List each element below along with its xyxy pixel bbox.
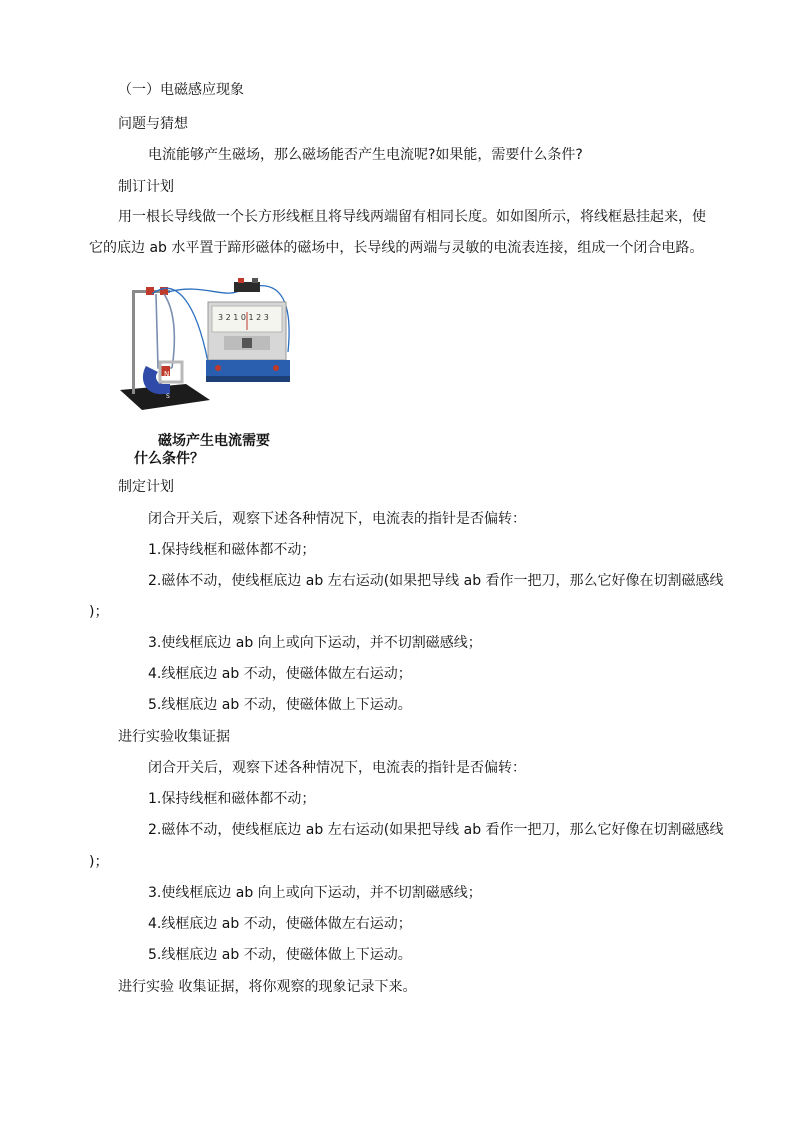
dial-numbers: 3 2 1 0 1 2 3 bbox=[218, 313, 269, 322]
experiment-item-4: 4.线框底边 ab 不动，使磁体做左右运动； bbox=[148, 916, 412, 932]
question-text: 电流能够产生磁场，那么磁场能否产生电流呢?如果能，需要什么条件? bbox=[148, 147, 583, 163]
svg-text:N: N bbox=[164, 370, 170, 378]
plan2-item-2-cont: )； bbox=[89, 604, 109, 620]
experiment-item-5: 5.线框底边 ab 不动，使磁体做上下运动。 bbox=[148, 947, 412, 963]
experiment-item-2: 2.磁体不动，使线框底边 ab 左右运动(如果把导线 ab 看作一把刀，那么它好像在切割磁感线 bbox=[148, 822, 724, 838]
plan2-intro: 闭合开关后，观察下述各种情况下，电流表的指针是否偏转： bbox=[148, 511, 526, 527]
plan2-item-4: 4.线框底边 ab 不动，使磁体做左右运动； bbox=[148, 666, 412, 682]
plan2-heading: 制定计划 bbox=[118, 479, 174, 495]
apparatus-figure bbox=[116, 272, 306, 467]
section-title: （一）电磁感应现象 bbox=[118, 82, 244, 98]
plan2-item-3: 3.使线框底边 ab 向上或向下运动，并不切割磁感线； bbox=[148, 635, 482, 651]
figure-caption-line2: 什么条件？ bbox=[134, 451, 204, 467]
figure-caption-line1: 磁场产生电流需要 bbox=[158, 433, 270, 449]
experiment-intro: 闭合开关后，观察下述各种情况下，电流表的指针是否偏转： bbox=[148, 760, 526, 776]
plan2-item-1: 1.保持线框和磁体都不动； bbox=[148, 542, 316, 558]
plan-text-line1: 用一根长导线做一个长方形线框且将导线两端留有相同长度。如如图所示，将线框悬挂起来，使 bbox=[118, 209, 706, 225]
apparatus-illustration bbox=[116, 272, 306, 420]
experiment-item-2-cont: )； bbox=[89, 854, 109, 870]
plan2-item-2: 2.磁体不动，使线框底边 ab 左右运动(如果把导线 ab 看作一把刀，那么它好像在切割磁感线 bbox=[148, 573, 724, 589]
plan-heading: 制订计划 bbox=[118, 179, 174, 195]
experiment-item-1: 1.保持线框和磁体都不动； bbox=[148, 791, 316, 807]
question-heading: 问题与猜想 bbox=[118, 116, 188, 132]
experiment-heading: 进行实验收集证据 bbox=[118, 729, 230, 745]
final-line: 进行实验 收集证据，将你观察的现象记录下来。 bbox=[118, 979, 417, 995]
svg-text:S: S bbox=[166, 393, 170, 400]
plan2-item-5: 5.线框底边 ab 不动，使磁体做上下运动。 bbox=[148, 697, 412, 713]
plan-text-line2: 它的底边 ab 水平置于蹄形磁体的磁场中，长导线的两端与灵敏的电流表连接，组成一个闭合电路。 bbox=[89, 240, 704, 256]
experiment-item-3: 3.使线框底边 ab 向上或向下运动，并不切割磁感线； bbox=[148, 885, 482, 901]
